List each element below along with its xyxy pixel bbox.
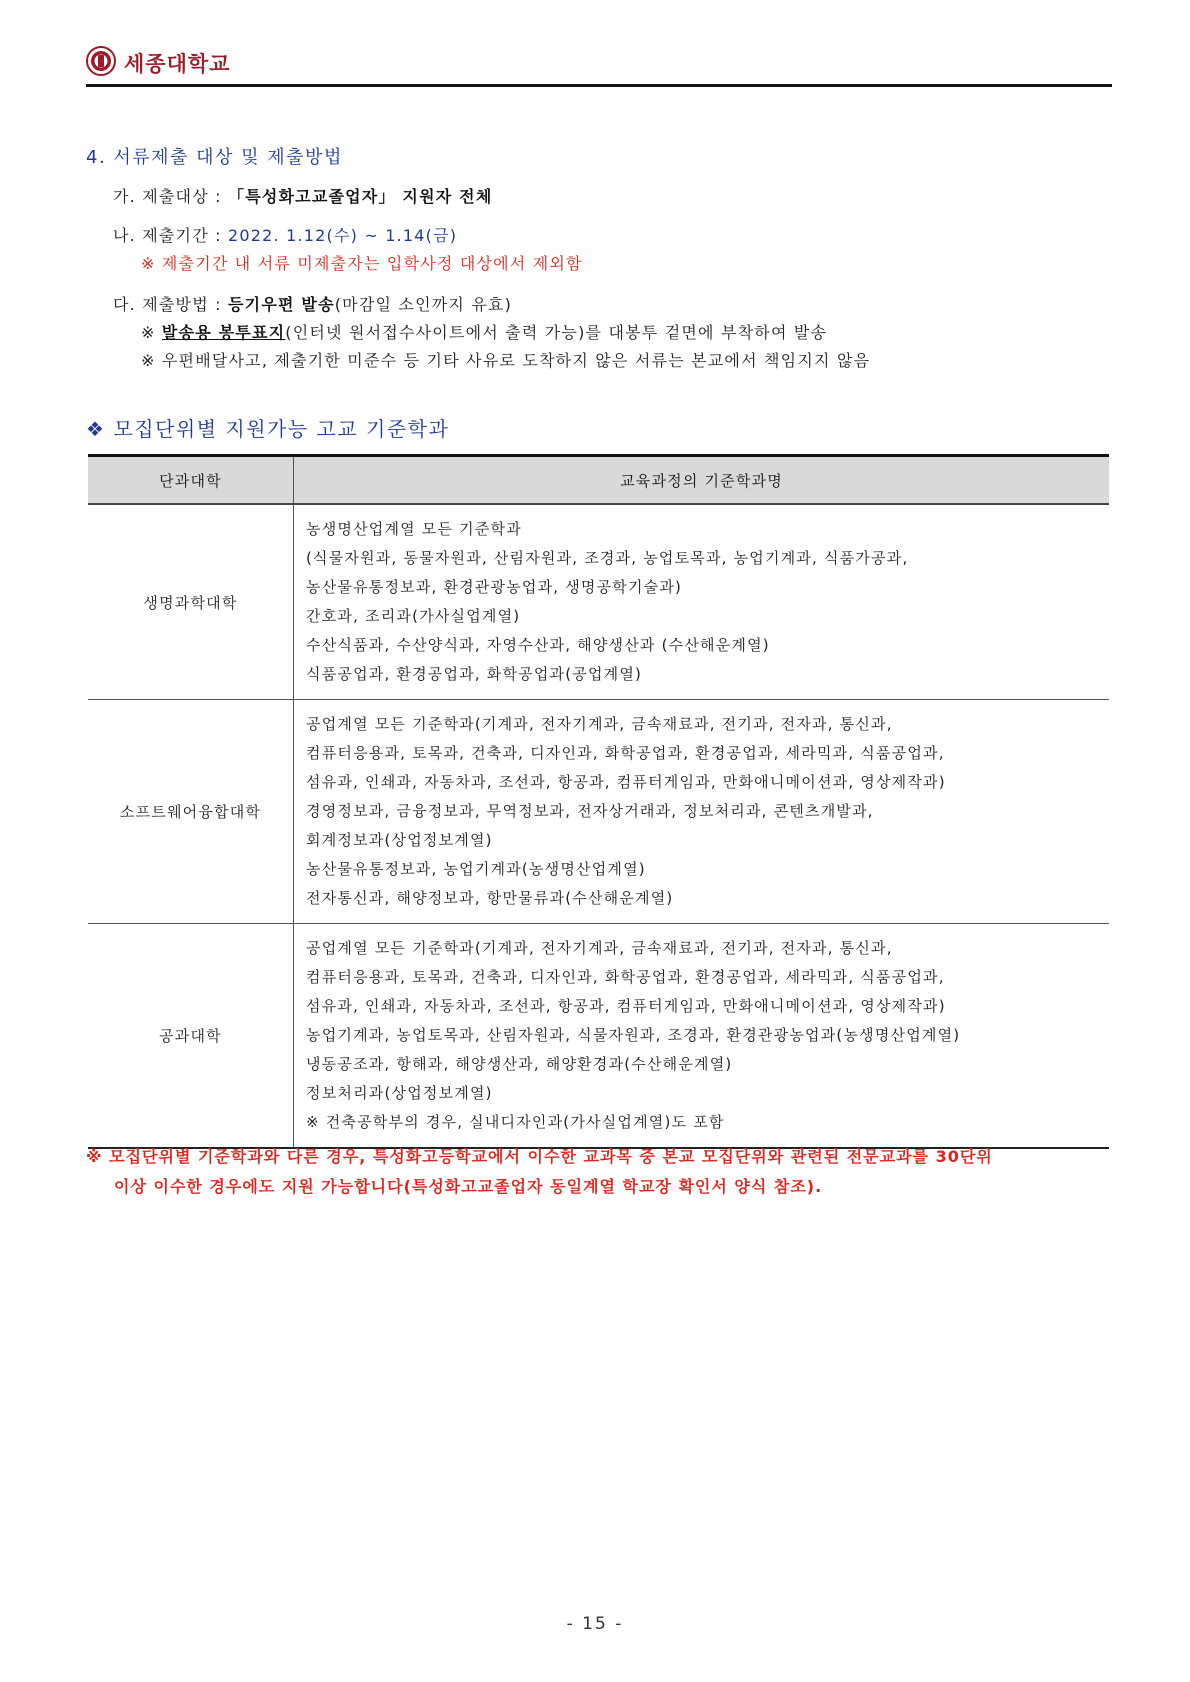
college-name: 소프트웨어융합대학: [88, 700, 294, 924]
major-line: 공업계열 모든 기준학과(기계과, 전자기계과, 금속재료과, 전기과, 전자과, 통신과,: [306, 939, 893, 957]
major-line: 컴퓨터응용과, 토목과, 건축과, 디자인과, 화학공업과, 환경공업과, 세라믹과, 식품공업과,: [306, 744, 945, 762]
table-row: [88, 924, 1109, 1149]
majors-list: [294, 504, 1110, 700]
submission-method-note-2: ※ 우편배달사고, 제출기한 미준수 등 기타 사유로 도착하지 않은 서류는 본교에서 책임지지 않음: [141, 351, 871, 370]
major-line: ※ 건축공학부의 경우, 실내디자인과(가사실업계열)도 포함: [306, 1113, 725, 1131]
major-line: 간호과, 조리과(가사실업계열): [306, 607, 521, 625]
section-4-title: 4. 서류제출 대상 및 제출방법: [86, 147, 343, 168]
major-line: 수산식품과, 수산양식과, 자영수산과, 해양생산과 (수산해운계열): [306, 636, 770, 654]
table-header-row: [88, 456, 1109, 505]
majors-list: [294, 924, 1110, 1149]
majors-section-title: [86, 413, 449, 442]
submission-target-value: 「특성화고교졸업자」 지원자 전체: [228, 187, 493, 206]
submission-method-suffix: (마감일 소인까지 유효): [334, 295, 513, 314]
major-line: 섬유과, 인쇄과, 자동차과, 조선과, 항공과, 컴퓨터게임과, 만화애니메이션과, 영상제작과): [306, 773, 946, 791]
university-seal-icon: [86, 46, 116, 76]
note-mark: ※: [141, 323, 162, 342]
major-line: 농생명산업계열 모든 기준학과: [306, 520, 522, 538]
majors-list: [294, 700, 1110, 924]
major-line: 컴퓨터응용과, 토목과, 건축과, 디자인과, 화학공업과, 환경공업과, 세라믹과, 식품공업과,: [306, 968, 945, 986]
page-number: - 15 -: [566, 1614, 624, 1634]
major-line: 정보처리과(상업정보계열): [306, 1084, 493, 1102]
major-line: 전자통신과, 해양정보과, 항만물류과(수산해운계열): [306, 889, 674, 907]
submission-method: [113, 292, 512, 315]
submission-period-value: 2022. 1.12(수) ~ 1.14(금): [228, 226, 458, 245]
table-row: [88, 700, 1109, 924]
notice-line-1: ※ 모집단위별 기준학과와 다른 경우, 특성화고등학교에서 이수한 교과목 중 본교 모집단위와 관련된 전문교과를 30단위: [86, 1147, 993, 1166]
page-header: [86, 42, 1112, 87]
eligibility-notice: [86, 1142, 1112, 1202]
column-header-majors: 교육과정의 기준학과명: [294, 456, 1110, 505]
majors-table: [88, 454, 1109, 1149]
submission-target-label: 가. 제출대상 :: [113, 187, 229, 206]
table-row: [88, 504, 1109, 700]
note-rest: (인터넷 원서접수사이트에서 출력 가능)를 대봉투 겉면에 부착하여 발송: [285, 323, 828, 342]
major-line: 섬유과, 인쇄과, 자동차과, 조선과, 항공과, 컴퓨터게임과, 만화애니메이션과, 영상제작과): [306, 997, 946, 1015]
university-name: 세종대학교: [124, 52, 231, 76]
college-name: 공과대학: [88, 924, 294, 1149]
submission-method-label: 다. 제출방법 :: [113, 295, 229, 314]
major-line: 농산물유통정보과, 농업기계과(농생명산업계열): [306, 860, 646, 878]
major-line: 경영정보과, 금융정보과, 무역정보과, 전자상거래과, 정보처리과, 콘텐츠개발과,: [306, 802, 874, 820]
envelope-cover-text: 발송용 봉투표지: [161, 323, 286, 342]
submission-period: [113, 223, 457, 246]
college-name: 생명과학대학: [88, 504, 294, 700]
submission-period-note: ※ 제출기간 내 서류 미제출자는 입학사정 대상에서 제외함: [141, 254, 583, 273]
majors-section-title-text: 모집단위별 지원가능 고교 기준학과: [113, 417, 450, 441]
submission-period-label: 나. 제출기간 :: [113, 226, 229, 245]
submission-method-value: 등기우편 발송: [228, 295, 335, 314]
submission-target: [113, 184, 493, 207]
submission-method-note-1: [141, 320, 827, 343]
major-line: (식물자원과, 동물자원과, 산림자원과, 조경과, 농업토목과, 농업기계과, 식품가공과,: [306, 549, 909, 567]
major-line: 식품공업과, 환경공업과, 화학공업과(공업계열): [306, 665, 643, 683]
major-line: 회계정보과(상업정보계열): [306, 831, 493, 849]
major-line: 농산물유통정보과, 환경관광농업과, 생명공학기술과): [306, 578, 683, 596]
major-line: 공업계열 모든 기준학과(기계과, 전자기계과, 금속재료과, 전기과, 전자과, 통신과,: [306, 715, 893, 733]
notice-line-2: 이상 이수한 경우에도 지원 가능합니다(특성화고교졸업자 동일계열 학교장 확인서 양식 참조).: [114, 1177, 823, 1196]
column-header-college: 단과대학: [88, 456, 294, 505]
major-line: 냉동공조과, 항해과, 해양생산과, 해양환경과(수산해운계열): [306, 1055, 733, 1073]
diamond-bullet-icon: ❖: [86, 417, 106, 441]
major-line: 농업기계과, 농업토목과, 산림자원과, 식물자원과, 조경과, 환경관광농업과(농생명산업계열): [306, 1026, 961, 1044]
